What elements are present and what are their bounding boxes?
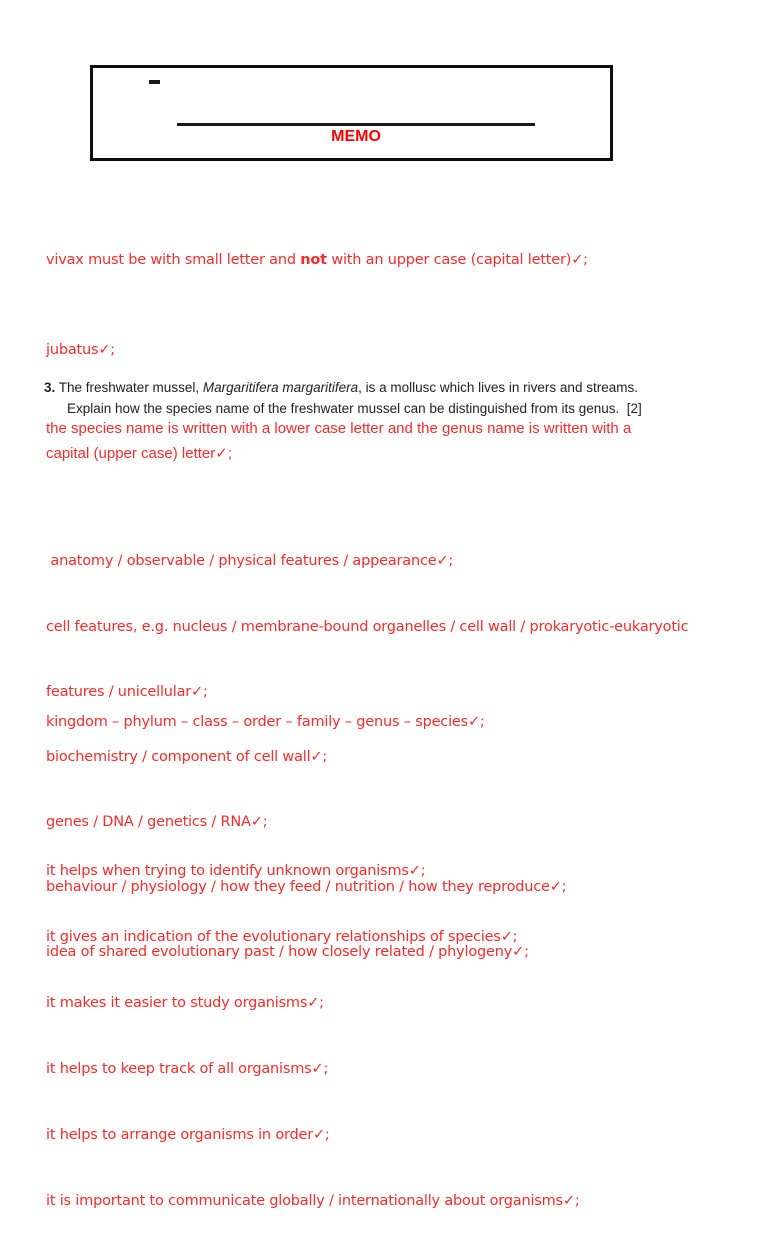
answer-vivax-bold: not xyxy=(300,252,327,268)
feature-line: idea of shared evolutionary past / how closely related / phylogeny✓; xyxy=(46,944,529,961)
feature-line: anatomy / observable / physical features / appearance✓; xyxy=(46,553,454,570)
feature-line: features / unicellular✓; xyxy=(46,683,208,700)
memo-title: MEMO xyxy=(331,128,381,145)
importance-line: it helps to keep track of all organisms✓; xyxy=(46,1061,329,1077)
importance-line: it is important to communicate globally / internationally about organisms✓; xyxy=(46,1193,580,1209)
question3-intro-post: , is a mollusc which lives in rivers and streams. xyxy=(358,380,638,395)
importance-line: it makes it easier to study organisms✓; xyxy=(46,995,324,1011)
dash-mark xyxy=(149,80,160,84)
answer-jubatus-line: jubatus✓; xyxy=(46,342,115,358)
feature-line: biochemistry / component of cell wall✓; xyxy=(46,748,328,765)
importance-line: it helps to arrange organisms in order✓; xyxy=(46,1127,330,1143)
question3-species-name: Margaritifera margaritifera xyxy=(202,380,359,395)
feature-line: cell features, e.g. nucleus / membrane-bound organelles / cell wall / prokaryotic-eukaryotic xyxy=(46,618,689,635)
importance-line: it gives an indication of the evolutionary relationships of species✓; xyxy=(46,929,518,945)
answer3-line-1: the species name is written with a lower case letter and the genus name is written with a xyxy=(46,420,632,437)
answer-vivax-post: with an upper case (capital letter)✓; xyxy=(326,252,588,268)
question3-intro-pre: The freshwater mussel, xyxy=(55,380,203,395)
answer3-line-2: capital (upper case) letter✓; xyxy=(46,445,232,462)
importance-of-classification-block xyxy=(46,816,580,1256)
memo-header-box xyxy=(90,65,613,161)
answer-vivax-line xyxy=(46,252,588,268)
feature-line: genes / DNA / genetics / RNA✓; xyxy=(46,813,268,830)
question3-intro-line xyxy=(44,380,638,395)
importance-line: it helps when trying to identify unknown organisms✓; xyxy=(46,863,426,879)
answer-vivax-pre: vivax must be with small letter and xyxy=(46,252,301,268)
question3-number: 3. xyxy=(44,380,56,395)
question3-prompt-line: Explain how the species name of the freshwater mussel can be distinguished from its genus. [2] xyxy=(67,401,642,416)
feature-line: behaviour / physiology / how they feed / nutrition / how they reproduce✓; xyxy=(46,878,567,895)
taxonomic-hierarchy-line: kingdom – phylum – class – order – family – genus – species✓; xyxy=(46,714,485,730)
title-underline-rule xyxy=(177,123,535,126)
